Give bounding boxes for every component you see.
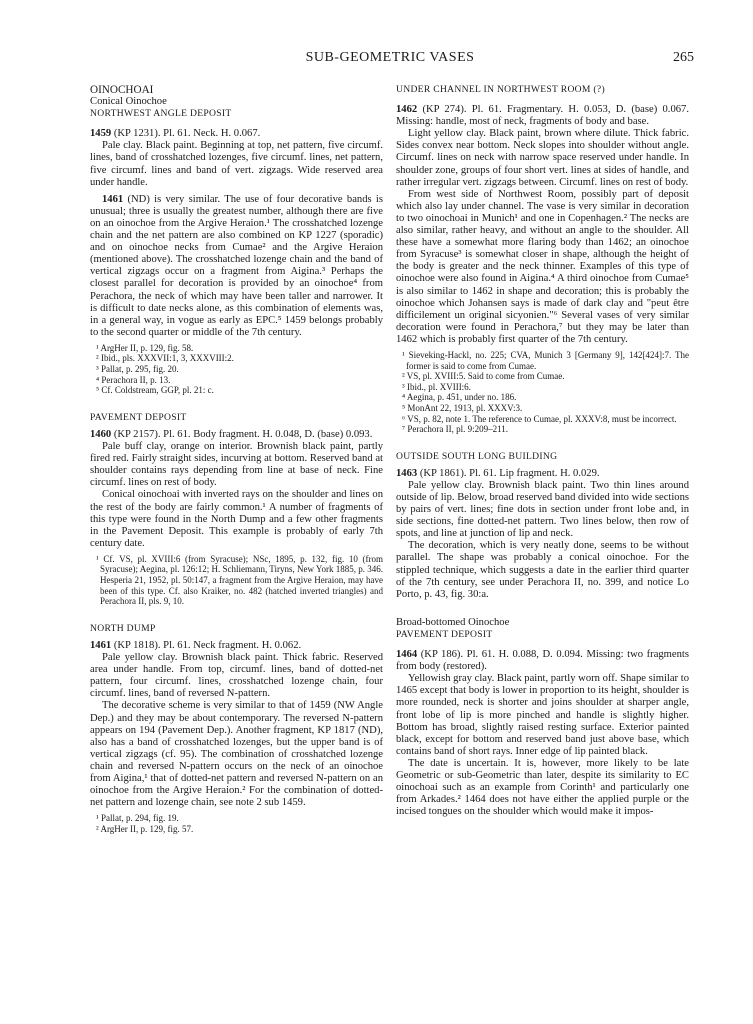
page-number: 265	[673, 50, 694, 65]
entry-meta: (KP 1818). Pl. 61. Neck fragment. H. 0.062.	[111, 639, 302, 651]
entry-discussion	[90, 194, 383, 339]
catalog-entry-1461	[90, 640, 383, 652]
entry-number: 1463	[396, 467, 418, 479]
discussion-text: (ND) is very similar. The use of four decorative bands is unusual; three is usually the greatest number, although there are five on an oinochoe from the Argive Heraion.¹ The crosshatched lozenge chain and the net pattern are also combined on KP 1227 (sporadic) and on oinochoe necks from Cumae² and the Argive Heraion (mentioned above). The crosshatched lozenge chain and the band of vertical zigzags occur on a fragment from Aigina.³ Perhaps the closest parallel for decoration is provided by an oinochoe⁴ from Perachora, the neck of which may have been taller and narrower. It is difficult to date necks alone, as this combination of elements was, in a general way, in vogue as early as EPC.⁵ 1459 belongs probably to the second quarter or middle of the 7th century.	[90, 193, 383, 338]
catalog-entry-1462	[396, 104, 689, 128]
entry-meta: (KP 1861). Pl. 61. Lip fragment. H. 0.029.	[417, 467, 600, 479]
entry-number: 1460	[90, 428, 112, 440]
section-heading: OINOCHOAI	[90, 84, 154, 96]
page-header	[86, 50, 694, 68]
deposit-heading: PAVEMENT DEPOSIT	[396, 628, 493, 640]
footnote: ² Ibid., pls. XXXVII:1, 3, XXXVIII:2.	[96, 353, 234, 364]
section-subheading: Broad-bottomed Oinochoe	[396, 616, 510, 628]
entry-meta: (KP 274). Pl. 61. Fragmentary. H. 0.053, D. (base) 0.067. Missing: handle, most of neck, fragments of body and base.	[396, 104, 689, 128]
deposit-heading: UNDER CHANNEL IN NORTHWEST ROOM (?)	[396, 84, 605, 95]
footnotes	[90, 343, 383, 396]
entry-number: 1461	[90, 639, 112, 651]
footnote: ¹ Cf. VS, pl. XVIII:6 (from Syracuse); NSc, 1895, p. 132, fig. 10 (from Syracuse); Aegina, pl. 126:12; H. Schliemann, Tiryns, New York 1885, p. 346. Hesperia 21, 1952, pl. 50:147, a fragment from the Argive Heraion, may have been of this type. Cf. also Kraiker, no. 482 (hatched inverted triangles) and Perachora II, pls. 9, 10.	[96, 553, 383, 607]
entry-description: Light yellow clay. Black paint, brown where dilute. Thick fabric. Sides convex near bottom. Neck slopes into shoulder without angle. Circumf. lines on neck with narrow space reserved under handle. In shoulder zone, groups of four short vert. lines at sides of handle, and rather irregular vert. zigzags between. Circumf. lines on rest of body.	[396, 128, 689, 188]
footnote: ¹ ArgHer II, p. 129, fig. 58.	[96, 342, 194, 353]
entry-meta: (KP 2157). Pl. 61. Body fragment. H. 0.048, D. (base) 0.093.	[111, 428, 373, 440]
left-column	[90, 84, 383, 834]
entry-number: 1462	[396, 104, 418, 116]
section-subheading: Conical Oinochoe	[90, 96, 167, 108]
catalog-entry-1460	[90, 429, 383, 441]
footnote: ³ Ibid., pl. XVIII:6.	[402, 381, 471, 392]
footnotes	[396, 350, 689, 435]
footnote: ¹ Sieveking-Hackl, no. 225; CVA, Munich 3 [Germany 9], 142[424]:7. The former is said to come from Cumae.	[402, 349, 689, 371]
entry-description: Pale yellow clay. Brownish black paint. Two thin lines around outside of lip. Below, broad reserved band divided into wide sections by pairs of vert. lines; fine dots in section under front lobe and, in side sections, fine dotted-net pattern. Two lines below, then row of spots, and line at junction of lip and neck.	[396, 479, 689, 540]
entry-discussion: Conical oinochoai with inverted rays on the shoulder and lines on the rest of the body are fairly common.¹ A number of fragments of this type were found in the North Dump and a few other fragments in the Pavement Deposit. This example is probably of early 7th century date.	[90, 489, 383, 549]
entry-discussion: The decorative scheme is very similar to that of 1459 (NW Angle Dep.) and they may be about contemporary. The reversed N-pattern appears on 194 (Pavement Dep.). Another fragment, KP 1817 (ND), also has a band of crosshatched lozenges, but the upper band is of vertical zigzags (cf. 95). The combination of crosshatched lozenge chain and reversed N-pattern occurs on the neck of an oinochoe from Aigina,¹ that of dotted-net pattern and reversed N-pattern on an oinochoe from the Argive Heraion.² For the combination of dotted-net pattern and lozenge chain, see note 2 sub 1459.	[90, 700, 383, 809]
entry-description: Pale buff clay, orange on interior. Brownish black paint, partly fired red. Fairly straight sides, incurving at bottom. Reserved band at shoulder contains rays depending from line at base of neck. Fine circumf. lines on rest of body.	[90, 441, 383, 489]
entry-description: Pale clay. Black paint. Beginning at top, net pattern, five circumf. lines, band of crosshatched lozenges, five circumf. lines, net pattern, five circumf. lines and band of vert. zigzags. Wide reserved area under handle.	[90, 140, 383, 188]
footnotes	[90, 813, 383, 834]
deposit-heading: NORTHWEST ANGLE DEPOSIT	[90, 108, 232, 120]
running-title: SUB-GEOMETRIC VASES	[305, 50, 475, 65]
entry-description: Pale yellow clay. Brownish black paint. Thick fabric. Reserved area under handle. From top, circumf. lines, band of dotted-net pattern, four circumf. lines, crosshatched lozenge chain, four circumf. lines, band of reversed N-pattern.	[90, 652, 383, 700]
catalog-entry-1463	[396, 468, 689, 480]
entry-description: Yellowish gray clay. Black paint, partly worn off. Shape similar to 1465 except that body is lower in proportion to its height, shoulder is more rounded, neck is shorter and joins shoulder at sharper angle, front lobe of lip is more pinched and handle is slightly higher. Bottom has broad, slightly raised resting surface. Exterior painted black, except for bottom and reserved band just above base, which contains band of short rays. Inner edge of lip painted black.	[396, 673, 689, 757]
catalog-entry-1459	[90, 128, 383, 140]
footnote: ⁵ Cf. Coldstream, GGP, pl. 21: c.	[96, 385, 214, 396]
footnote: ³ Pallat, p. 295, fig. 20.	[96, 364, 179, 375]
entry-meta: (KP 1231). Pl. 61. Neck. H. 0.067.	[111, 128, 261, 140]
footnote: ⁴ Perachora II, p. 13.	[96, 374, 171, 385]
footnote: ⁴ Aegina, p. 451, under no. 186.	[402, 392, 517, 403]
entry-meta: (KP 186). Pl. 61. H. 0.088, D. 0.094. Missing: two fragments from body (restored).	[396, 649, 689, 673]
footnotes	[90, 554, 383, 607]
entry-number: 1461	[102, 193, 124, 205]
entry-discussion: The date is uncertain. It is, however, more likely to be late Geometric or sub-Geometric than later, despite its similarity to EC oinochoai such as an example from Corinth¹ and particularly one from Arkades.² 1464 does not have either the applied purple or the incised tongues on the shoulder which would make it impos-	[396, 757, 689, 818]
deposit-heading: PAVEMENT DEPOSIT	[90, 411, 187, 423]
footnote: ² VS, pl. XVIII:5. Said to come from Cumae.	[402, 371, 565, 382]
right-column	[396, 84, 689, 818]
footnote: ⁷ Perachora II, pl. 9:209–211.	[402, 424, 509, 435]
entry-number: 1459	[90, 128, 112, 140]
entry-discussion: From west side of Northwest Room, possibly part of deposit which also lay under channel. The vase is very similar in decoration to two oinochoai in Munich¹ and one in Copenhagen.² The necks are also similar, rather heavy, and without an angle to the shoulder. All these have a somewhat more flaring body than 1462; an oinochoe from Syracuse³ is somewhat closer in shape, although the height of the body is greater and the neck thinner. Examples of this type of oinochoe were also found in Aigina.⁴ A third oinochoe from Cumae⁵ is also similar to 1462 in shape and decoration; this is probably the oinochoe which Johansen says is made of dark clay and "peut être difficilement un original sicyonien."⁶ Several vases of very similar decoration were found in Perachora,⁷ but they may be later than 1462 which is probably first quarter of the 7th century.	[396, 188, 689, 345]
entry-number: 1464	[396, 649, 418, 661]
deposit-heading: NORTH DUMP	[90, 622, 156, 634]
footnote: ¹ Pallat, p. 294, fig. 19.	[96, 813, 179, 824]
entry-discussion: The decoration, which is very neatly done, seems to be without parallel. The shape was probably a conical oinochoe. For the stippled technique, which suggests a date in the earlier third quarter of the 7th century, see under Perachora II, no. 399, and notice Lo Porto, p. 43, fig. 30:a.	[396, 540, 689, 600]
footnote: ² ArgHer II, p. 129, fig. 57.	[96, 823, 194, 834]
footnote: ⁶ VS, p. 82, note 1. The reference to Cumae, pl. XXXV:8, must be incorrect.	[402, 413, 677, 424]
catalog-entry-1464	[396, 649, 689, 673]
deposit-heading: OUTSIDE SOUTH LONG BUILDING	[396, 450, 558, 462]
footnote: ⁵ MonAnt 22, 1913, pl. XXXV:3.	[402, 402, 523, 413]
